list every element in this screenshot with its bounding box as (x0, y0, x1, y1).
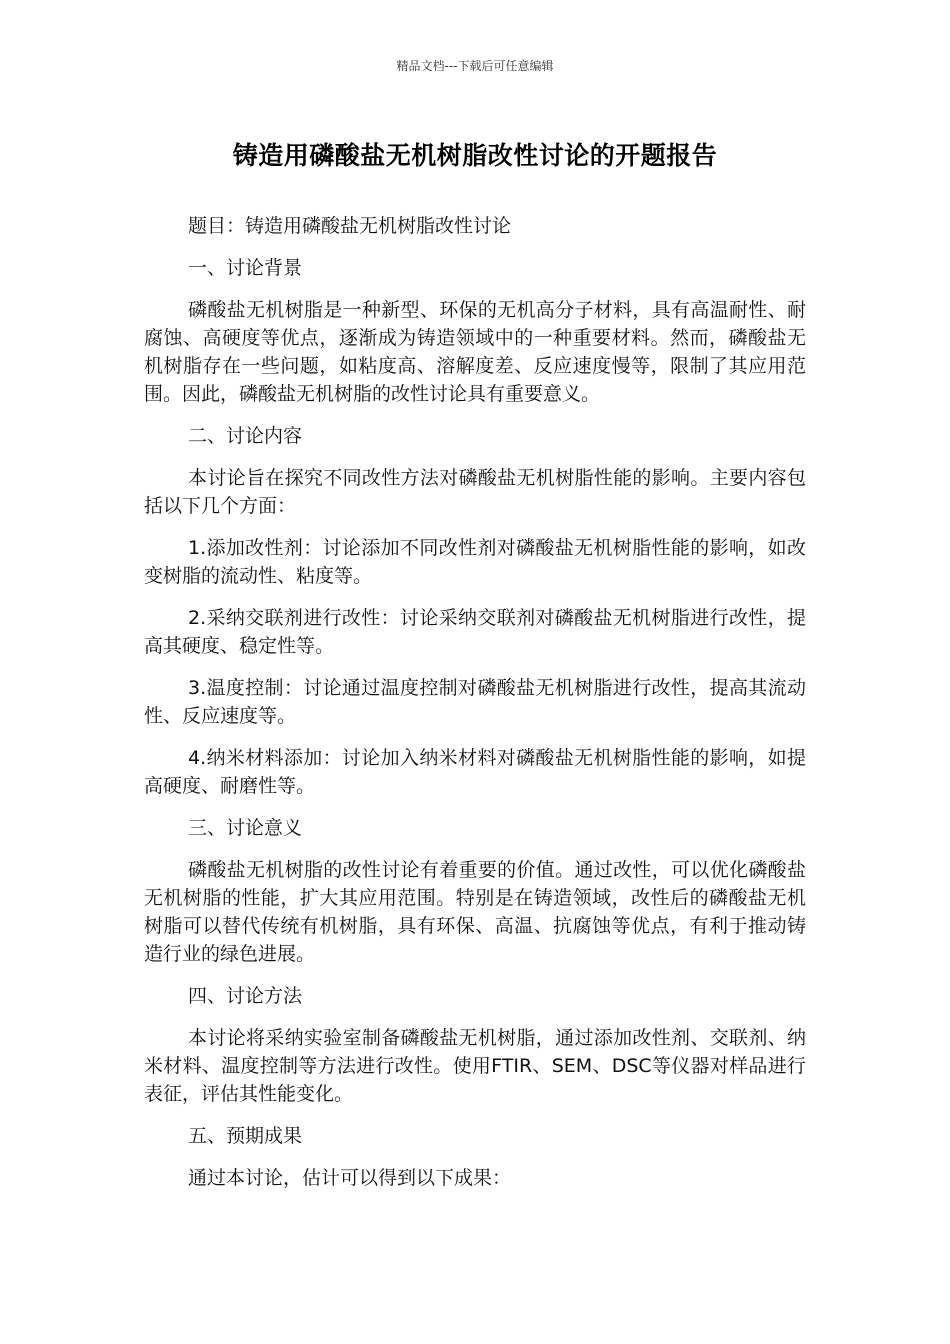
content-item-2: 2.采纳交联剂进行改性：讨论采纳交联剂对磷酸盐无机树脂进行改性，提高其硬度、稳定性等。 (144, 607, 806, 657)
section-heading-content: 二、讨论内容 (188, 425, 303, 447)
document-body (144, 212, 806, 1206)
outcomes-intro-paragraph: 通过本讨论，估计可以得到以下成果： (188, 1167, 512, 1189)
content-intro-paragraph: 本讨论旨在探究不同改性方法对磷酸盐无机树脂性能的影响。主要内容包括以下几个方面： (144, 467, 806, 517)
section-heading-method: 四、讨论方法 (188, 985, 303, 1007)
background-paragraph: 磷酸盐无机树脂是一种新型、环保的无机高分子材料，具有高温耐性、耐腐蚀、高硬度等优点，逐渐成为铸造领域中的一种重要材料。然而，磷酸盐无机树脂存在一些问题，如粘度高、溶解度差、反应速度慢等，限制了其应用范围。因此，磷酸盐无机树脂的改性讨论具有重要意义。 (144, 299, 806, 405)
topic-line: 题目：铸造用磷酸盐无机树脂改性讨论 (188, 215, 512, 237)
method-paragraph: 本讨论将采纳实验室制备磷酸盐无机树脂，通过添加改性剂、交联剂、纳米材料、温度控制等方法进行改性。使用FTIR、SEM、DSC等仪器对样品进行表征，评估其性能变化。 (144, 1027, 806, 1105)
document-title: 铸造用磷酸盐无机树脂改性讨论的开题报告 (232, 141, 718, 170)
content-item-1: 1.添加改性剂：讨论添加不同改性剂对磷酸盐无机树脂性能的影响，如改变树脂的流动性、粘度等。 (144, 537, 806, 587)
page-header-note: 精品文档---下载后可任意编辑 (396, 59, 554, 73)
section-heading-significance: 三、讨论意义 (188, 817, 303, 839)
section-heading-background: 一、讨论背景 (188, 257, 303, 279)
content-item-4: 4.纳米材料添加：讨论加入纳米材料对磷酸盐无机树脂性能的影响，如提高硬度、耐磨性等。 (144, 747, 806, 797)
significance-paragraph: 磷酸盐无机树脂的改性讨论有着重要的价值。通过改性，可以优化磷酸盐无机树脂的性能，扩大其应用范围。特别是在铸造领域，改性后的磷酸盐无机树脂可以替代传统有机树脂，具有环保、高温、抗腐蚀等优点，有利于推动铸造行业的绿色进展。 (144, 859, 806, 965)
section-heading-outcomes: 五、预期成果 (188, 1125, 303, 1147)
content-item-3: 3.温度控制：讨论通过温度控制对磷酸盐无机树脂进行改性，提高其流动性、反应速度等。 (144, 677, 806, 727)
